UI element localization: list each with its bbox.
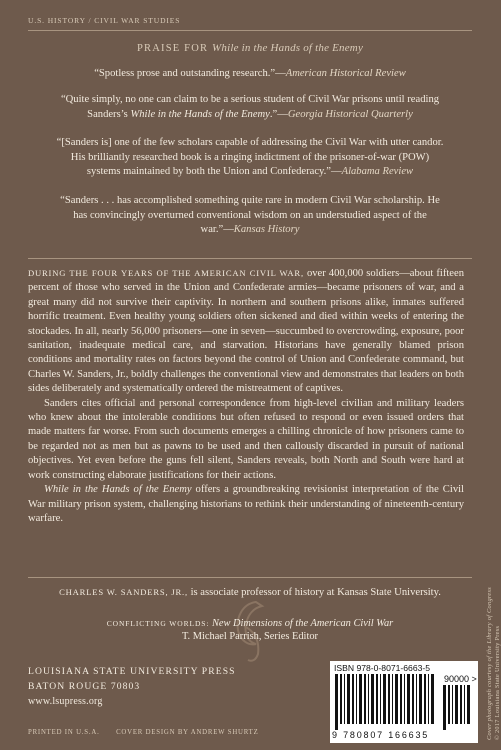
author-bio-text: is associate professor of history at Kansas State University.	[187, 587, 441, 598]
barcode-bar	[344, 674, 345, 724]
subject-category: U.S. HISTORY / CIVIL WAR STUDIES	[28, 16, 181, 25]
barcode-bar	[356, 674, 357, 724]
isbn-text: ISBN 978-0-8071-6663-5	[334, 663, 431, 673]
series-name: New Dimensions of the American Civil War	[211, 618, 394, 629]
series-label: CONFLICTING WORLDS:	[106, 619, 210, 628]
barcode-bar	[400, 674, 402, 724]
review-quote-2	[56, 93, 444, 122]
barcode-bar	[340, 674, 342, 724]
photo-credit: Cover photograph courtesy of the Library of Congress	[486, 586, 493, 740]
barcode-bar	[380, 674, 381, 724]
barcode-bar	[416, 674, 417, 724]
barcode-bar	[431, 674, 434, 724]
addon-barcode-bars	[442, 685, 474, 730]
barcode-bar	[392, 674, 393, 724]
barcode-bar	[383, 674, 386, 724]
praise-book-title: While in the Hands of the Enemy	[212, 42, 364, 54]
barcode-bar	[376, 674, 378, 724]
barcode-bar	[419, 674, 422, 724]
top-divider	[28, 30, 472, 31]
barcode-bar	[371, 674, 374, 724]
book-description	[28, 266, 464, 526]
bottom-divider	[28, 577, 472, 578]
print-credits	[28, 729, 273, 736]
quote-text-end: .”—	[269, 108, 288, 120]
cover-design-credit: COVER DESIGN BY ANDREW SHURTZ	[116, 729, 259, 736]
review-quote-4	[56, 194, 444, 238]
barcode-bar	[347, 674, 350, 724]
barcode-bar	[395, 674, 398, 724]
barcode-bar	[460, 685, 462, 724]
series-info	[0, 617, 500, 643]
printed-in: PRINTED IN U.S.A.	[28, 729, 100, 736]
publisher-block	[28, 664, 236, 709]
barcode-bar	[412, 674, 414, 724]
ean-barcode-bars	[334, 674, 438, 730]
quote-source: Kansas History	[233, 224, 300, 235]
barcode-bar	[407, 674, 410, 724]
review-quote-3	[56, 136, 444, 180]
barcode-bar	[443, 685, 446, 730]
barcode-bar	[364, 674, 366, 724]
barcode-bar	[352, 674, 354, 724]
barcode-bar	[452, 685, 453, 724]
quote-source: Alabama Review	[341, 166, 414, 177]
paragraph-text: over 400,000 soldiers—about fifteen percent of those who served in the Union and Confederate armies—became prisoners of war, and a great many did not survive their captivity. In northern and southern prisons alike, inmates suffered horrific treatment. Even healthy young soldiers often sickened and died within weeks of entering the stockades. In all, nearly 56,000 prisoners—one in seven—succumbed to overcrowding, exposure, poor sanitation, inadequate medical care, and starvation. Historians have generally blamed prison conditions and mortality rates on factors beyond the control of Union and Confederate command, but Charles W. Sanders, Jr., boldly challenges the conventional view and demonstrates that leaders on both sides deliberately and systematically ordered the mistreatment of captives.	[28, 268, 465, 395]
description-paragraph-3	[28, 483, 464, 526]
paragraph-text: offers a groundbreaking revisionist interpretation of the Civil War military prison system, challenging historians to rethink their understanding of nineteenth-century warfare.	[28, 484, 464, 524]
praise-heading	[0, 42, 500, 54]
publisher-url[interactable]: www.lsupress.org	[28, 696, 103, 707]
author-name: CHARLES W. SANDERS, JR.,	[59, 587, 188, 597]
quote-book-title: While in the Hands of the Enemy	[130, 108, 270, 120]
praise-prefix: PRAISE FOR	[136, 43, 209, 54]
isbn-barcode	[330, 661, 478, 743]
barcode-bar	[424, 674, 426, 724]
quote-source: Georgia Historical Quarterly	[287, 108, 413, 120]
barcode-bar	[388, 674, 390, 724]
price-code: 90000 >	[444, 674, 477, 684]
quote-text: “[Sanders is] one of the few scholars capable of addressing the Civil War with utter candor. His brilliantly researched book is a ringing indictment of the prisoner-of-war (POW) systems maintained by both the Union and Confederacy.”—	[56, 137, 444, 177]
barcode-bar	[428, 674, 429, 724]
barcode-bar	[359, 674, 362, 724]
barcode-bar	[335, 674, 338, 730]
middle-divider	[28, 258, 472, 259]
barcode-bar	[455, 685, 458, 724]
publisher-city: BATON ROUGE 70803	[28, 681, 141, 692]
description-paragraph-2: Sanders cites official and personal correspondence from high-level civilian and military leaders who knew about the intolerable conditions but often refused to respond or even issued orders that made matters far worse. From such documents emerges a chilling chronicle of how prisoners came to be regarded not as men but as pawns to be used and then callously discarded in pursuit of national objectives. Yet even before the guns fell silent, Sanders reveals, both North and South were hard at work constructing elaborate justifications for their actions.	[28, 397, 464, 481]
series-editor: T. Michael Parrish, Series Editor	[181, 631, 318, 642]
lead-in-caps: DURING THE FOUR YEARS OF THE AMERICAN CIVIL WAR,	[28, 268, 304, 278]
barcode-bar	[467, 685, 470, 724]
quote-source: American Historical Review	[285, 68, 406, 79]
barcode-bar	[448, 685, 450, 724]
barcode-bar	[404, 674, 405, 724]
barcode-bar	[464, 685, 465, 724]
publisher-name: LOUISIANA STATE UNIVERSITY PRESS	[28, 666, 236, 677]
quote-text: “Sanders . . . has accomplished something quite rare in modern Civil War scholarship. He has convincingly overturned conventional wisdom on an understudied aspect of the war.”—	[60, 195, 440, 235]
copyright-notice: © 2017 Louisiana State University Press	[494, 625, 501, 740]
barcode-bar	[368, 674, 369, 724]
review-quote-1	[56, 67, 444, 82]
description-paragraph-1	[28, 266, 464, 397]
quote-text: “Spotless prose and outstanding research.”—	[94, 68, 286, 79]
book-title-inline: While in the Hands of the Enemy	[44, 484, 192, 496]
barcode-digits: 9 780807 166635	[332, 730, 430, 740]
quote-text: “Quite simply, no one can claim to be a serious student of Civil War prisons until reading Sanders’s	[60, 94, 440, 120]
